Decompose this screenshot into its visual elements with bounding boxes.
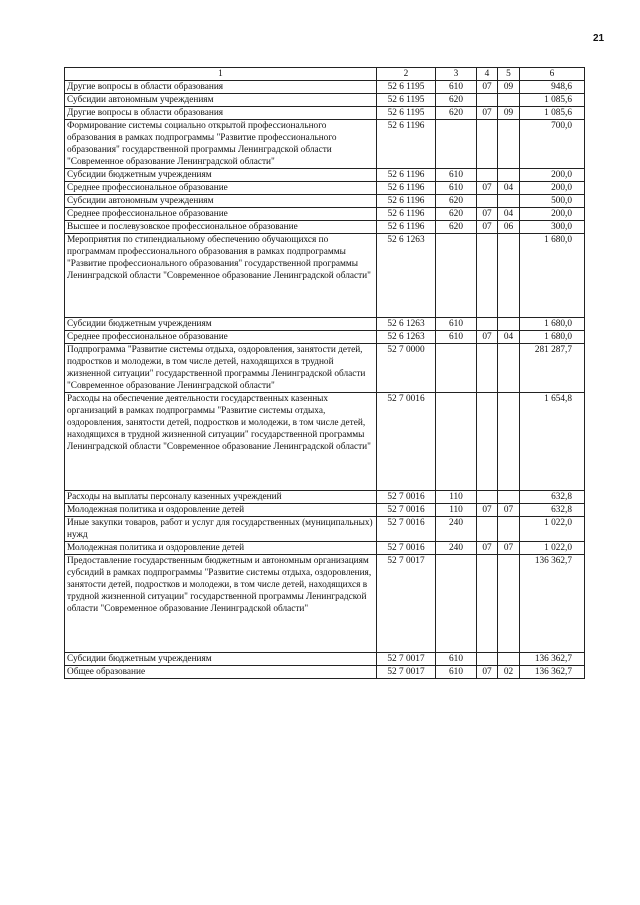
row-section: 07 — [477, 81, 498, 94]
row-expense-type: 110 — [436, 504, 477, 517]
row-target-code: 52 7 0016 — [377, 517, 436, 542]
row-description: Субсидии бюджетным учреждениям — [65, 318, 377, 331]
row-target-code: 52 6 1196 — [377, 221, 436, 234]
table-row — [65, 94, 585, 107]
row-description: Расходы на выплаты персоналу казенных учреждений — [65, 491, 377, 504]
row-target-code: 52 6 1196 — [377, 169, 436, 182]
row-section: 07 — [477, 331, 498, 344]
row-description: Общее образование — [65, 666, 377, 679]
table-row — [65, 344, 585, 393]
row-section: 07 — [477, 182, 498, 195]
row-subsection: 09 — [498, 107, 520, 120]
row-subsection: 04 — [498, 208, 520, 221]
row-target-code: 52 6 1196 — [377, 195, 436, 208]
table-header-row — [65, 68, 585, 81]
row-expense-type: 610 — [436, 331, 477, 344]
row-description: Другие вопросы в области образования — [65, 107, 377, 120]
row-subsection: 06 — [498, 221, 520, 234]
row-amount: 200,0 — [520, 208, 585, 221]
row-amount: 1 022,0 — [520, 517, 585, 542]
row-subsection: 07 — [498, 542, 520, 555]
table-row — [65, 393, 585, 491]
row-amount: 700,0 — [520, 120, 585, 169]
row-target-code: 52 7 0017 — [377, 666, 436, 679]
row-expense-type: 240 — [436, 517, 477, 542]
row-expense-type: 610 — [436, 318, 477, 331]
row-description: Субсидии автономным учреждениям — [65, 94, 377, 107]
row-target-code: 52 7 0016 — [377, 542, 436, 555]
table-row — [65, 555, 585, 653]
row-subsection — [498, 94, 520, 107]
row-description: Мероприятия по стипендиальному обеспечению обучающихся по программам профессионального образования в рамках подпрограммы "Развитие профессионального образования" государственной программы Ленинградской области "Современное образование Ленинградской области" — [65, 234, 377, 318]
table-row — [65, 169, 585, 182]
row-expense-type — [436, 344, 477, 393]
row-target-code: 52 6 1196 — [377, 120, 436, 169]
table-row — [65, 81, 585, 94]
row-amount: 632,8 — [520, 491, 585, 504]
header-col-description: 1 — [65, 68, 377, 81]
budget-table — [64, 67, 585, 679]
row-subsection — [498, 195, 520, 208]
row-expense-type: 610 — [436, 169, 477, 182]
row-description: Предоставление государственным бюджетным и автономным организациям субсидий в рамках подпрограммы "Развитие системы отдыха, оздоровления, занятости детей, подростков и молодежи, в том числе детей, находящихся в трудной жизненной ситуации" государственной программы Ленинградской области "Современное образование Ленинградской области" — [65, 555, 377, 653]
row-target-code: 52 6 1263 — [377, 318, 436, 331]
row-description: Иные закупки товаров, работ и услуг для государственных (муниципальных) нужд — [65, 517, 377, 542]
table-row — [65, 208, 585, 221]
table-row — [65, 491, 585, 504]
row-expense-type: 620 — [436, 107, 477, 120]
row-description: Высшее и послевузовское профессиональное образование — [65, 221, 377, 234]
row-subsection: 02 — [498, 666, 520, 679]
row-amount: 1 680,0 — [520, 234, 585, 318]
row-section: 07 — [477, 107, 498, 120]
row-section: 07 — [477, 542, 498, 555]
row-amount: 1 654,8 — [520, 393, 585, 491]
table-row — [65, 331, 585, 344]
row-amount: 136 362,7 — [520, 653, 585, 666]
row-description: Расходы на обеспечение деятельности государственных казенных организаций в рамках подпрограммы "Развитие системы отдыха, оздоровления, занятости детей, подростков и молодежи, в том числе детей, находящихся в трудной жизненной ситуации" государственной программы Ленинградской области "Современное образование Ленинградской области" — [65, 393, 377, 491]
row-amount: 1 085,6 — [520, 94, 585, 107]
row-section — [477, 653, 498, 666]
row-description: Молодежная политика и оздоровление детей — [65, 542, 377, 555]
row-description: Подпрограмма "Развитие системы отдыха, оздоровления, занятости детей, подростков и молодежи, в том числе детей, находящихся в трудной жизненной ситуации" государственной программы Ленинградской области "Современное образование Ленинградской области" — [65, 344, 377, 393]
row-section: 07 — [477, 666, 498, 679]
table-row — [65, 120, 585, 169]
header-col-expense-type: 3 — [436, 68, 477, 81]
row-target-code: 52 6 1195 — [377, 81, 436, 94]
budget-table-body — [65, 68, 585, 679]
table-row — [65, 318, 585, 331]
row-target-code: 52 7 0016 — [377, 393, 436, 491]
row-section — [477, 234, 498, 318]
row-section — [477, 94, 498, 107]
table-row — [65, 504, 585, 517]
row-section — [477, 393, 498, 491]
row-target-code: 52 6 1195 — [377, 94, 436, 107]
table-row — [65, 234, 585, 318]
row-amount: 632,8 — [520, 504, 585, 517]
table-row — [65, 182, 585, 195]
row-section: 07 — [477, 221, 498, 234]
row-subsection: 09 — [498, 81, 520, 94]
row-subsection — [498, 555, 520, 653]
table-row — [65, 107, 585, 120]
row-subsection — [498, 653, 520, 666]
row-target-code: 52 7 0017 — [377, 555, 436, 653]
header-col-section: 4 — [477, 68, 498, 81]
row-section: 07 — [477, 504, 498, 517]
row-expense-type: 620 — [436, 221, 477, 234]
row-section — [477, 120, 498, 169]
row-description: Среднее профессиональное образование — [65, 182, 377, 195]
row-subsection — [498, 491, 520, 504]
table-row — [65, 195, 585, 208]
row-expense-type — [436, 120, 477, 169]
row-expense-type: 620 — [436, 94, 477, 107]
row-target-code: 52 6 1263 — [377, 331, 436, 344]
row-expense-type: 610 — [436, 182, 477, 195]
row-amount: 136 362,7 — [520, 666, 585, 679]
row-target-code: 52 7 0017 — [377, 653, 436, 666]
row-subsection: 04 — [498, 182, 520, 195]
row-amount: 1 680,0 — [520, 318, 585, 331]
row-target-code: 52 7 0016 — [377, 504, 436, 517]
row-subsection: 04 — [498, 331, 520, 344]
row-target-code: 52 6 1263 — [377, 234, 436, 318]
row-target-code: 52 6 1195 — [377, 107, 436, 120]
row-description: Формирование системы социально открытой профессионального образования в рамках подпрограммы "Развитие профессионального образования" государственной программы Ленинградской области "Современное образование Ленинградской области" — [65, 120, 377, 169]
row-subsection — [498, 393, 520, 491]
row-target-code: 52 6 1196 — [377, 208, 436, 221]
row-section: 07 — [477, 208, 498, 221]
row-expense-type: 610 — [436, 653, 477, 666]
row-expense-type: 240 — [436, 542, 477, 555]
row-description: Другие вопросы в области образования — [65, 81, 377, 94]
row-subsection — [498, 120, 520, 169]
row-amount: 1 022,0 — [520, 542, 585, 555]
row-subsection — [498, 169, 520, 182]
row-expense-type — [436, 234, 477, 318]
row-description: Молодежная политика и оздоровление детей — [65, 504, 377, 517]
row-expense-type: 620 — [436, 208, 477, 221]
row-section — [477, 517, 498, 542]
row-section — [477, 555, 498, 653]
row-section — [477, 344, 498, 393]
table-row — [65, 542, 585, 555]
row-amount: 1 085,6 — [520, 107, 585, 120]
header-col-target-code: 2 — [377, 68, 436, 81]
row-section — [477, 195, 498, 208]
row-section — [477, 169, 498, 182]
row-amount: 200,0 — [520, 182, 585, 195]
row-amount: 281 287,7 — [520, 344, 585, 393]
row-expense-type: 610 — [436, 666, 477, 679]
table-row — [65, 666, 585, 679]
row-expense-type: 620 — [436, 195, 477, 208]
row-amount: 200,0 — [520, 169, 585, 182]
row-description: Среднее профессиональное образование — [65, 208, 377, 221]
row-subsection — [498, 234, 520, 318]
row-target-code: 52 6 1196 — [377, 182, 436, 195]
row-expense-type: 110 — [436, 491, 477, 504]
table-row — [65, 653, 585, 666]
row-amount: 300,0 — [520, 221, 585, 234]
row-subsection — [498, 517, 520, 542]
row-amount: 136 362,7 — [520, 555, 585, 653]
page-number: 21 — [593, 33, 605, 44]
table-row — [65, 221, 585, 234]
row-target-code: 52 7 0016 — [377, 491, 436, 504]
row-amount: 1 680,0 — [520, 331, 585, 344]
row-expense-type — [436, 555, 477, 653]
row-target-code: 52 7 0000 — [377, 344, 436, 393]
row-amount: 500,0 — [520, 195, 585, 208]
row-amount: 948,6 — [520, 81, 585, 94]
header-col-subsection: 5 — [498, 68, 520, 81]
header-col-amount: 6 — [520, 68, 585, 81]
row-expense-type — [436, 393, 477, 491]
row-description: Субсидии бюджетным учреждениям — [65, 653, 377, 666]
row-subsection — [498, 318, 520, 331]
row-section — [477, 491, 498, 504]
row-section — [477, 318, 498, 331]
row-subsection — [498, 344, 520, 393]
table-row — [65, 517, 585, 542]
row-description: Субсидии бюджетным учреждениям — [65, 169, 377, 182]
row-subsection: 07 — [498, 504, 520, 517]
row-description: Субсидии автономным учреждениям — [65, 195, 377, 208]
row-description: Среднее профессиональное образование — [65, 331, 377, 344]
row-expense-type: 610 — [436, 81, 477, 94]
